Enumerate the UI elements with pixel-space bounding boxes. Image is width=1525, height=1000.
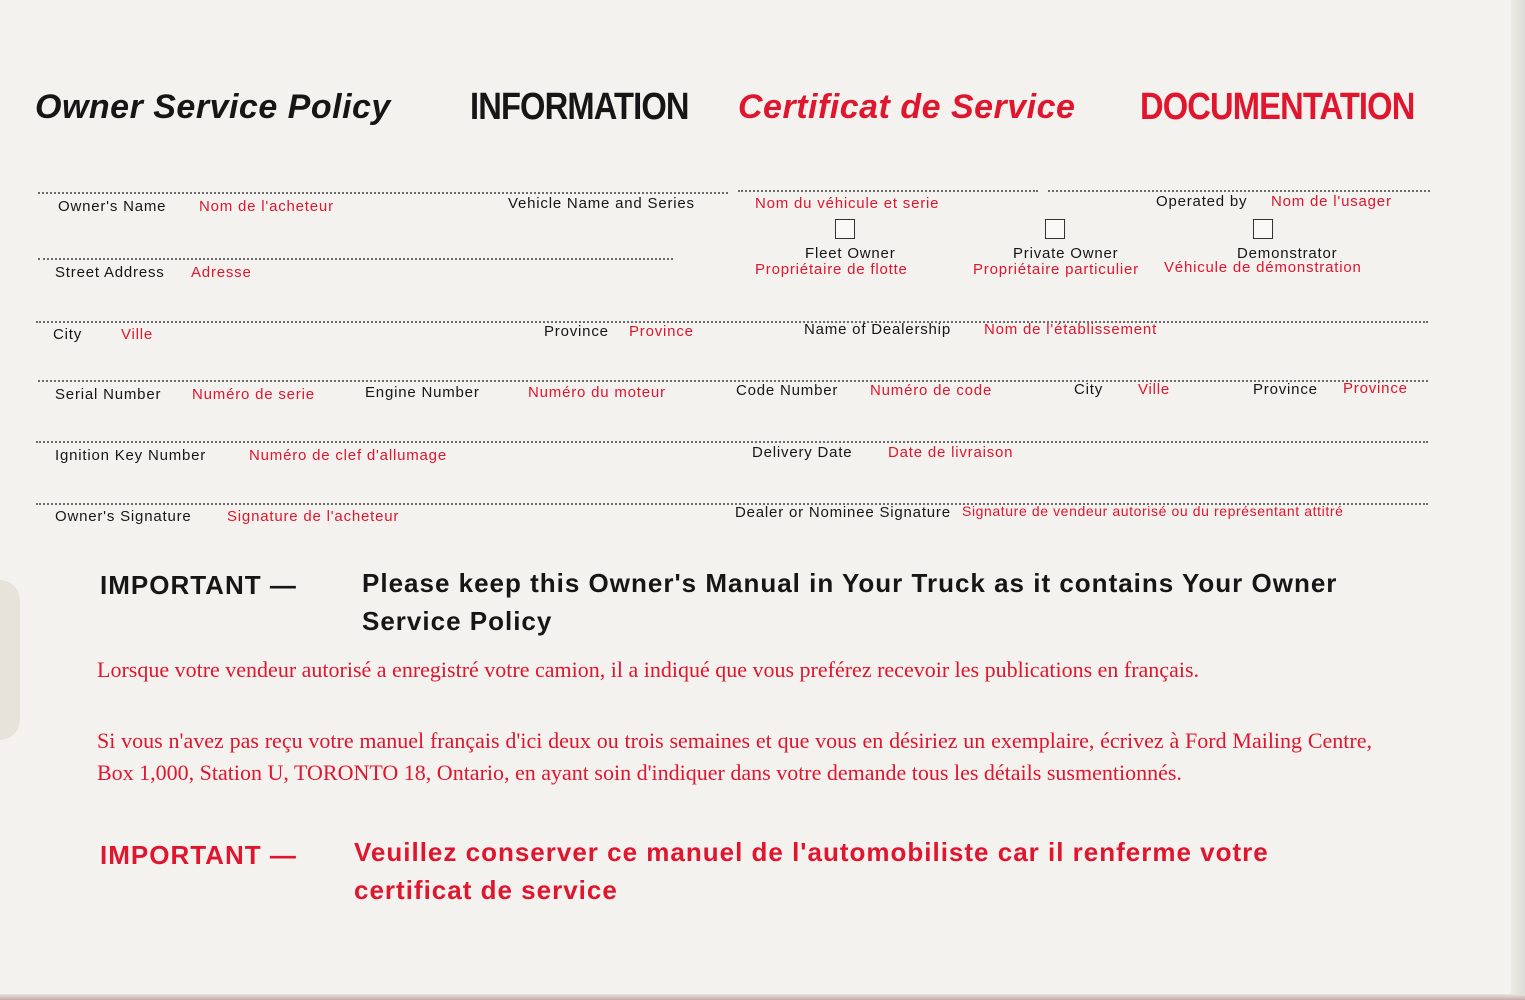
- serial-number-line[interactable]: [38, 380, 1428, 382]
- city-label: City: [53, 326, 83, 343]
- owner-signature-label-fr: Signature de l'acheteur: [227, 508, 400, 525]
- operated-by-label: Operated by: [1156, 193, 1248, 210]
- operated-by-label-fr: Nom de l'usager: [1271, 193, 1392, 210]
- dealership-label: Name of Dealership: [804, 321, 951, 338]
- private-owner-checkbox[interactable]: [1045, 219, 1065, 239]
- title-information: INFORMATION: [470, 86, 689, 128]
- demonstrator-label-fr: Véhicule de démonstration: [1164, 259, 1362, 276]
- important-text-en: Please keep this Owner's Manual in Your Truck as it contains Your Owner Service Policy: [362, 568, 1338, 636]
- code-number-label: Code Number: [736, 382, 839, 399]
- vehicle-name-line[interactable]: [738, 190, 1038, 192]
- delivery-date-label-fr: Date de livraison: [888, 444, 1014, 461]
- vehicle-name-label-fr: Nom du véhicule et serie: [755, 195, 940, 212]
- ignition-key-line[interactable]: [36, 441, 1428, 443]
- demonstrator-checkbox[interactable]: [1253, 219, 1273, 239]
- owner-name-label: Owner's Name: [58, 198, 167, 215]
- title-owner-service-policy: Owner Service Policy: [35, 88, 391, 126]
- fleet-owner-label-fr: Propriétaire de flotte: [755, 261, 908, 278]
- serial-number-label: Serial Number: [55, 386, 162, 403]
- paragraph-french-mailing: Si vous n'avez pas reçu votre manuel français d'ici deux ou trois semaines et que vous en désiriez un exemplaire, écrivez à Ford Mailing Centre, Box 1,000, Station U, TORONTO 18, Ontario, en ayant soin d'indiquer dans votre demande tous les détails susmentionnés.: [97, 728, 1372, 785]
- ignition-key-label: Ignition Key Number: [55, 447, 207, 464]
- dealer-signature-label: Dealer or Nominee Signature: [735, 504, 951, 521]
- serial-number-label-fr: Numéro de serie: [192, 386, 315, 403]
- private-owner-label-fr: Propriétaire particulier: [973, 261, 1139, 278]
- street-address-label-fr: Adresse: [191, 264, 252, 281]
- owner-signature-label: Owner's Signature: [55, 508, 192, 525]
- city-line[interactable]: [36, 321, 1428, 323]
- city-label-fr: Ville: [121, 326, 154, 343]
- delivery-date-label: Delivery Date: [752, 444, 853, 461]
- page-edge: [1511, 0, 1525, 1000]
- important-label-fr: IMPORTANT —: [100, 840, 297, 870]
- ignition-key-label-fr: Numéro de clef d'allumage: [249, 447, 447, 464]
- paragraph-french-publications: Lorsque votre vendeur autorisé a enregistré votre camion, il a indiqué que vous preférez recevoir les publications en français.: [97, 657, 1200, 682]
- fleet-owner-checkbox[interactable]: [835, 219, 855, 239]
- fleet-owner-label: Fleet Owner: [805, 245, 896, 262]
- vehicle-name-label: Vehicle Name and Series: [508, 195, 695, 212]
- owner-name-label-fr: Nom de l'acheteur: [199, 198, 334, 215]
- title-certificat-de-service: Certificat de Service: [738, 88, 1076, 126]
- owner-name-line[interactable]: [38, 192, 728, 194]
- dealer-signature-label-fr: Signature de vendeur autorisé ou du représentant attitré: [962, 503, 1344, 519]
- torn-edge: [0, 580, 20, 740]
- operated-by-line[interactable]: [1048, 190, 1430, 192]
- engine-number-label-fr: Numéro du moteur: [528, 384, 666, 401]
- dealer-city-label: City: [1074, 381, 1104, 398]
- page-edge-bottom: [0, 994, 1525, 1000]
- important-label-en: IMPORTANT —: [100, 570, 297, 600]
- province-label: Province: [544, 323, 609, 340]
- province-label-fr: Province: [629, 323, 694, 340]
- title-documentation: DOCUMENTATION: [1140, 86, 1415, 128]
- dealer-province-label-fr: Province: [1343, 380, 1408, 397]
- important-text-fr: Veuillez conserver ce manuel de l'automobiliste car il renferme votre certificat de service: [354, 837, 1269, 905]
- dealer-city-label-fr: Ville: [1138, 381, 1171, 398]
- private-owner-label: Private Owner: [1013, 245, 1119, 262]
- street-address-line[interactable]: [38, 258, 673, 260]
- demonstrator-label: Demonstrator: [1237, 245, 1338, 262]
- street-address-label: Street Address: [55, 264, 165, 281]
- dealership-label-fr: Nom de l'établissement: [984, 321, 1158, 338]
- dealer-province-label: Province: [1253, 381, 1318, 398]
- code-number-label-fr: Numéro de code: [870, 382, 993, 399]
- engine-number-label: Engine Number: [365, 384, 480, 401]
